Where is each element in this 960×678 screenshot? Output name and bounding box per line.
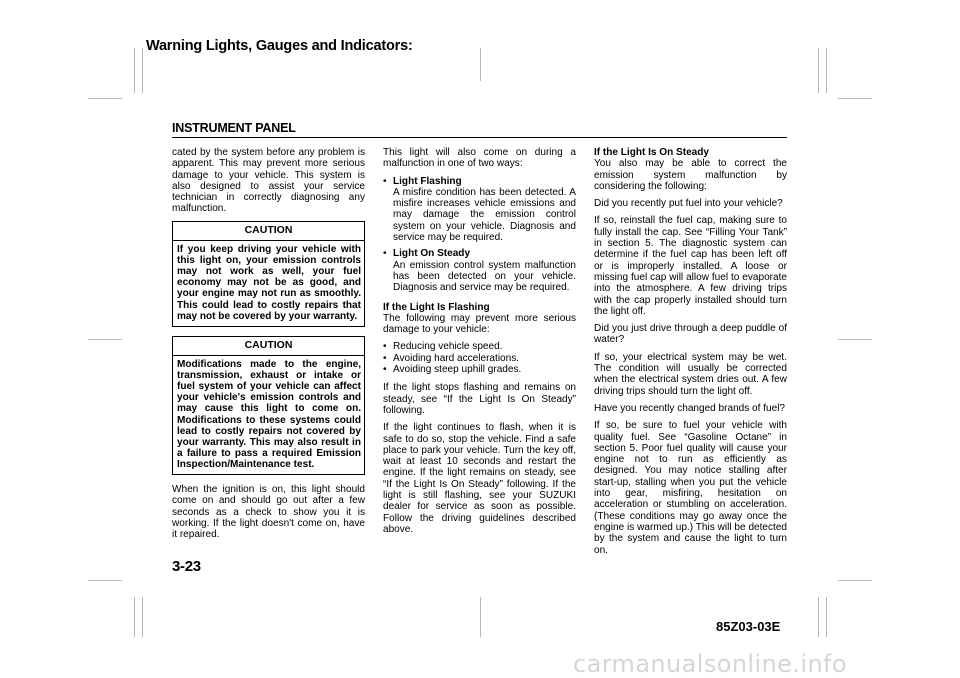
crop-mark bbox=[818, 48, 819, 93]
crop-mark bbox=[838, 98, 872, 99]
chapter-title: Warning Lights, Gauges and Indicators: bbox=[146, 38, 413, 54]
list-item-text: Avoiding steep uphill grades. bbox=[393, 364, 522, 376]
bullet-text: A misfire condition has been detected. A misfire increases vehicle emissions and may damage the emission control system on your vehicle. Diagnosis and service may be required. bbox=[393, 186, 576, 244]
crop-mark bbox=[838, 339, 872, 340]
paragraph: If the light stops flashing and remains on steady, see “If the Light Is On Steady” following. bbox=[383, 382, 576, 416]
crop-mark bbox=[838, 580, 872, 581]
column-3 bbox=[594, 147, 787, 562]
intro-paragraph: cated by the system before any problem is apparent. This may prevent more serious damage to your vehicle. This system is also designed to assist your service technician in correctly diagnosing any malfunction. bbox=[172, 147, 365, 215]
paragraph: If the light continues to flash, when it is safe to do so, stop the vehicle. Find a safe place to park your vehicle. Turn the key off, wait at least 10 seconds and restart the engine. If the light remains on steady, see “If the Light Is On Steady” following. If the light is still flashing, see your SUZUKI dealer for service as soon as possible. Follow the driving guidelines described above. bbox=[383, 422, 576, 535]
prevent-list bbox=[383, 341, 576, 375]
section-title: INSTRUMENT PANEL bbox=[172, 121, 296, 135]
caution-title: CAUTION bbox=[173, 337, 364, 356]
header-rule bbox=[172, 137, 787, 138]
caution-text: Modifications made to the engine, transmission, exhaust or intake or fuel system of your vehicle can affect your vehicle's emission controls and may cause this light to come on. Modifications to these systems could lead to costly repairs not covered by your warranty. This may also result in a failure to pass a required Emission Inspection/Maintenance test. bbox=[177, 359, 361, 470]
list-item bbox=[383, 364, 576, 375]
flashing-text: The following may prevent more serious damage to your vehicle: bbox=[383, 312, 576, 336]
caution-text: If you keep driving your vehicle with this light on, your emission controls may not work as well, your fuel economy may not be as good, and your engine may not run as smoothly. This could lead to costly repairs that may not be covered by your warranty. bbox=[177, 244, 361, 322]
list-item bbox=[383, 176, 576, 244]
crop-mark bbox=[88, 339, 122, 340]
crop-mark bbox=[480, 597, 481, 637]
column-1 bbox=[172, 147, 365, 546]
question: Did you recently put fuel into your vehicle? bbox=[594, 198, 783, 210]
crop-mark bbox=[818, 597, 819, 637]
answer: If so, your electrical system may be wet. The condition will usually be corrected when the electrical system dries out. A few driving trips should turn the light off. bbox=[594, 351, 787, 397]
list-item-text: Avoiding hard accelerations. bbox=[393, 352, 520, 364]
page-number: 3-23 bbox=[172, 558, 201, 575]
question: Have you recently changed brands of fuel? bbox=[594, 402, 786, 414]
crop-mark bbox=[826, 597, 827, 637]
watermark: carmanualsonline.info bbox=[573, 650, 847, 678]
question: Did you just drive through a deep puddle of water? bbox=[594, 323, 787, 346]
bullet-text: An emission control system malfunction has been detected on your vehicle. Diagnosis and service may be required. bbox=[393, 259, 576, 294]
crop-mark bbox=[480, 48, 481, 81]
bullet-icon: • bbox=[383, 364, 387, 376]
crop-mark bbox=[142, 48, 143, 93]
subheading: If the Light Is On Steady bbox=[594, 147, 709, 158]
steady-text: You also may be able to correct the emission system malfunction by considering the following: bbox=[594, 158, 787, 192]
crop-mark bbox=[142, 597, 143, 637]
bullet-icon: • bbox=[383, 175, 387, 187]
crop-mark bbox=[88, 98, 122, 99]
list-item bbox=[383, 353, 576, 364]
crop-mark bbox=[826, 48, 827, 93]
subheading: If the Light Is Flashing bbox=[383, 301, 490, 313]
answer: If so, be sure to fuel your vehicle with quality fuel. See “Gasoline Octane” in section 5. Poor fuel quality will cause your engine not to run as efficiently as designed. You may notice stalling after start-up, stalling when you put the vehicle into gear, misfiring, hesitation on acceleration or stumbling on acceleration. (These conditions may go away once the engine is warmed up.) This will be detected by the system and cause the light to turn on. bbox=[594, 420, 787, 556]
caution-box bbox=[172, 336, 365, 475]
list-item bbox=[383, 341, 576, 352]
answer: If so, reinstall the fuel cap, making sure to fully install the cap. See “Filling Your Tank” in section 5. The diagnostic system can determine if the fuel cap has been left off or is improperly installed. A loose or missing fuel cap will allow fuel to evaporate into the atmosphere. A few driving trips with the cap properly installed should turn the light off. bbox=[594, 215, 787, 317]
ignition-paragraph: When the ignition is on, this light should come on and should go out after a few seconds as a check to show you it is working. If the light doesn't come on, have it repaired. bbox=[172, 483, 365, 541]
bullet-icon: • bbox=[383, 341, 387, 353]
document-code: 85Z03-03E bbox=[716, 619, 781, 634]
caution-box bbox=[172, 221, 365, 327]
column-2 bbox=[383, 147, 576, 541]
list-item bbox=[383, 248, 576, 293]
crop-mark bbox=[134, 597, 135, 637]
bullet-title: Light On Steady bbox=[393, 248, 471, 260]
malfunction-intro: This light will also come on during a malfunction in one of two ways: bbox=[383, 147, 576, 170]
bullet-icon: • bbox=[383, 248, 387, 260]
list-item-text: Reducing vehicle speed. bbox=[393, 341, 503, 353]
bullet-icon: • bbox=[383, 352, 387, 364]
crop-mark bbox=[88, 580, 122, 581]
crop-mark bbox=[134, 48, 135, 93]
caution-title: CAUTION bbox=[173, 222, 364, 241]
bullet-title: Light Flashing bbox=[393, 175, 462, 187]
